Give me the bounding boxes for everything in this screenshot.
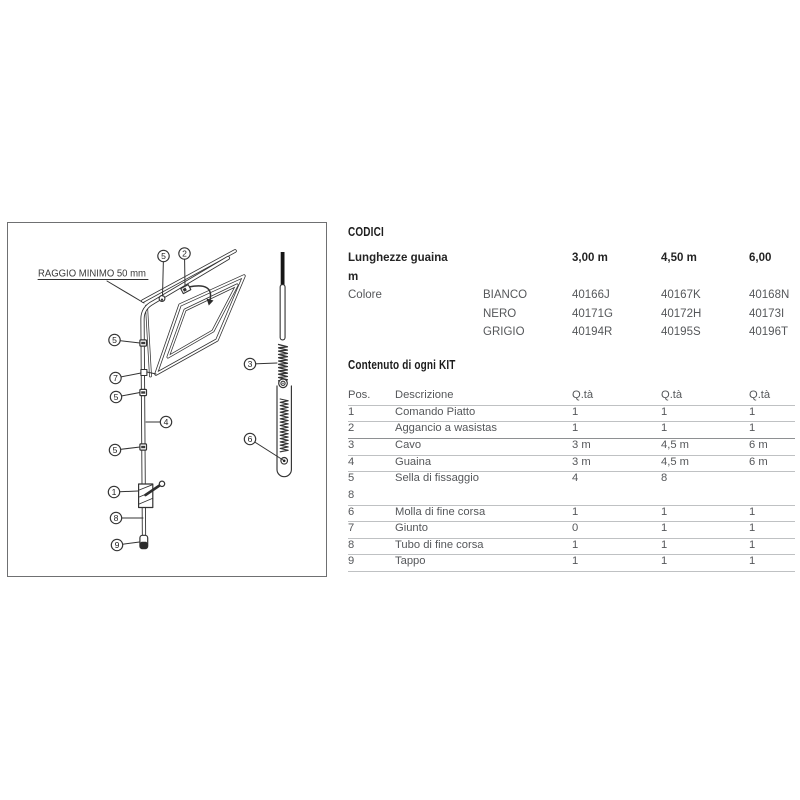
kit-pos-wrap: 8 (348, 488, 355, 501)
kit-q3: 6 m (749, 438, 768, 451)
coil-spring (278, 344, 287, 380)
kit-q2: 4,5 m (661, 438, 689, 451)
lengths-label-wrap: m (348, 270, 359, 283)
handle-comando (138, 481, 164, 507)
kit-rows (348, 406, 795, 572)
kit-header-pos: Pos. (348, 389, 371, 401)
kit-pos: 1 (348, 405, 355, 418)
code-600: 40168N (749, 289, 790, 302)
kit-desc: Comando Piatto (395, 405, 476, 418)
codici-header-row-2 (348, 271, 798, 290)
kit-row (348, 439, 795, 456)
lengths-label: Lunghezze guaina (348, 252, 448, 264)
kit-q2: 1 (661, 405, 668, 418)
code-450: 40167K (661, 289, 701, 302)
kit-q1: 3 m (572, 438, 591, 451)
kit-q2: 1 (661, 555, 668, 568)
kit-q3: 1 (749, 422, 756, 435)
kit-desc: Molla di fine corsa (395, 505, 486, 518)
kit-desc: Tubo di fine corsa (395, 538, 484, 551)
codici-header-row (348, 252, 798, 271)
kit-q3: 1 (749, 505, 756, 518)
joint (140, 369, 146, 375)
kit-q1: 1 (572, 405, 579, 418)
callout-number: 5 (113, 391, 118, 402)
code-300: 40194R (572, 326, 613, 339)
cable-detail (277, 252, 291, 477)
kit-q3: 1 (749, 538, 756, 551)
length-col-3: 6,00 (749, 252, 772, 264)
kit-pos: 5 (348, 472, 355, 485)
kit-q1: 1 (572, 538, 579, 551)
kit-header-q1: Q.tà (572, 389, 594, 401)
callout-number: 8 (113, 512, 118, 523)
code-450: 40172H (661, 307, 702, 320)
kit-q2: 8 (661, 472, 668, 485)
codici-table (348, 252, 798, 345)
kit-pos: 2 (348, 422, 355, 435)
kit-pos: 8 (348, 538, 355, 551)
kit-q2: 4,5 m (661, 455, 689, 468)
kit-row (348, 555, 795, 572)
length-col-2: 4,50 m (661, 252, 697, 264)
kit-header-q3: Q.tà (749, 389, 771, 401)
code-300: 40171G (572, 307, 613, 320)
codici-color-rows (348, 289, 798, 345)
kit-q1: 4 (572, 472, 579, 485)
top-clip (159, 295, 165, 301)
kit-header-desc: Descrizione (395, 389, 454, 401)
kit-row (348, 472, 795, 505)
kit-q2: 1 (661, 505, 668, 518)
code-600: 40196T (749, 326, 789, 339)
kit-q3: 6 m (749, 455, 768, 468)
kit-pos: 4 (348, 455, 355, 468)
kit-header-q2: Q.tà (661, 389, 683, 401)
kit-q2: 1 (661, 422, 668, 435)
codici-row (348, 289, 798, 308)
codici-title: CODICI (348, 224, 384, 239)
callout-number: 5 (112, 444, 117, 455)
code-450: 40195S (661, 326, 701, 339)
length-col-1: 3,00 m (572, 252, 608, 264)
color-name: BIANCO (483, 289, 528, 302)
kit-row (348, 456, 795, 473)
kit-row (348, 522, 795, 539)
frame-left-jamb (146, 306, 150, 376)
kit-header-row (348, 389, 795, 406)
codici-row (348, 326, 798, 345)
kit-q2: 1 (661, 522, 668, 535)
end-spring (280, 399, 288, 452)
kit-pos: 6 (348, 505, 355, 518)
kit-desc: Guaina (395, 455, 432, 468)
callout-number: 1 (111, 486, 116, 497)
diagram-panel (7, 222, 327, 577)
black-cable (280, 252, 284, 288)
kit-q3: 1 (749, 522, 756, 535)
kit-q1: 1 (572, 422, 579, 435)
callout-markers (108, 247, 283, 550)
callout-number: 2 (181, 248, 187, 258)
kit-q3: 1 (749, 405, 756, 418)
kit-pos: 3 (348, 438, 355, 451)
kit-table (348, 389, 795, 572)
callout-number: 5 (160, 250, 166, 261)
kit-desc: Giunto (395, 522, 428, 535)
color-name: GRIGIO (483, 326, 525, 339)
callout-number: 4 (163, 416, 168, 427)
kit-row (348, 506, 795, 523)
kit-q1: 0 (572, 522, 579, 535)
code-300: 40166J (572, 289, 610, 302)
callout-number: 9 (114, 539, 119, 550)
callout-number: 5 (111, 334, 117, 345)
callout-number: 6 (247, 433, 252, 444)
kit-row (348, 422, 795, 439)
kit-q1: 1 (572, 555, 579, 568)
kit-desc: Cavo (395, 438, 422, 451)
kit-title: Contenuto di ogni KIT (348, 357, 456, 372)
radius-note: RAGGIO MINIMO 50 mm (37, 268, 146, 279)
callout-number: 3 (247, 358, 252, 369)
callout-number: 7 (112, 372, 118, 383)
kit-desc: Tappo (395, 555, 426, 568)
code-600: 40173I (749, 307, 785, 320)
kit-row (348, 406, 795, 423)
kit-q1: 3 m (572, 455, 591, 468)
color-name: NERO (483, 307, 517, 320)
kit-q1: 1 (572, 505, 579, 518)
kit-desc: Aggancio a wasistas (395, 422, 497, 435)
end-cap (139, 535, 147, 548)
kit-row (348, 539, 795, 556)
kit-q3: 1 (749, 555, 756, 568)
color-label: Colore (348, 289, 382, 302)
codici-row (348, 308, 798, 327)
kit-q2: 1 (661, 538, 668, 551)
kit-desc: Sella di fissaggio (395, 472, 479, 485)
kit-pos: 9 (348, 555, 355, 568)
radius-note-leader (107, 281, 144, 303)
kit-pos: 7 (348, 522, 355, 535)
